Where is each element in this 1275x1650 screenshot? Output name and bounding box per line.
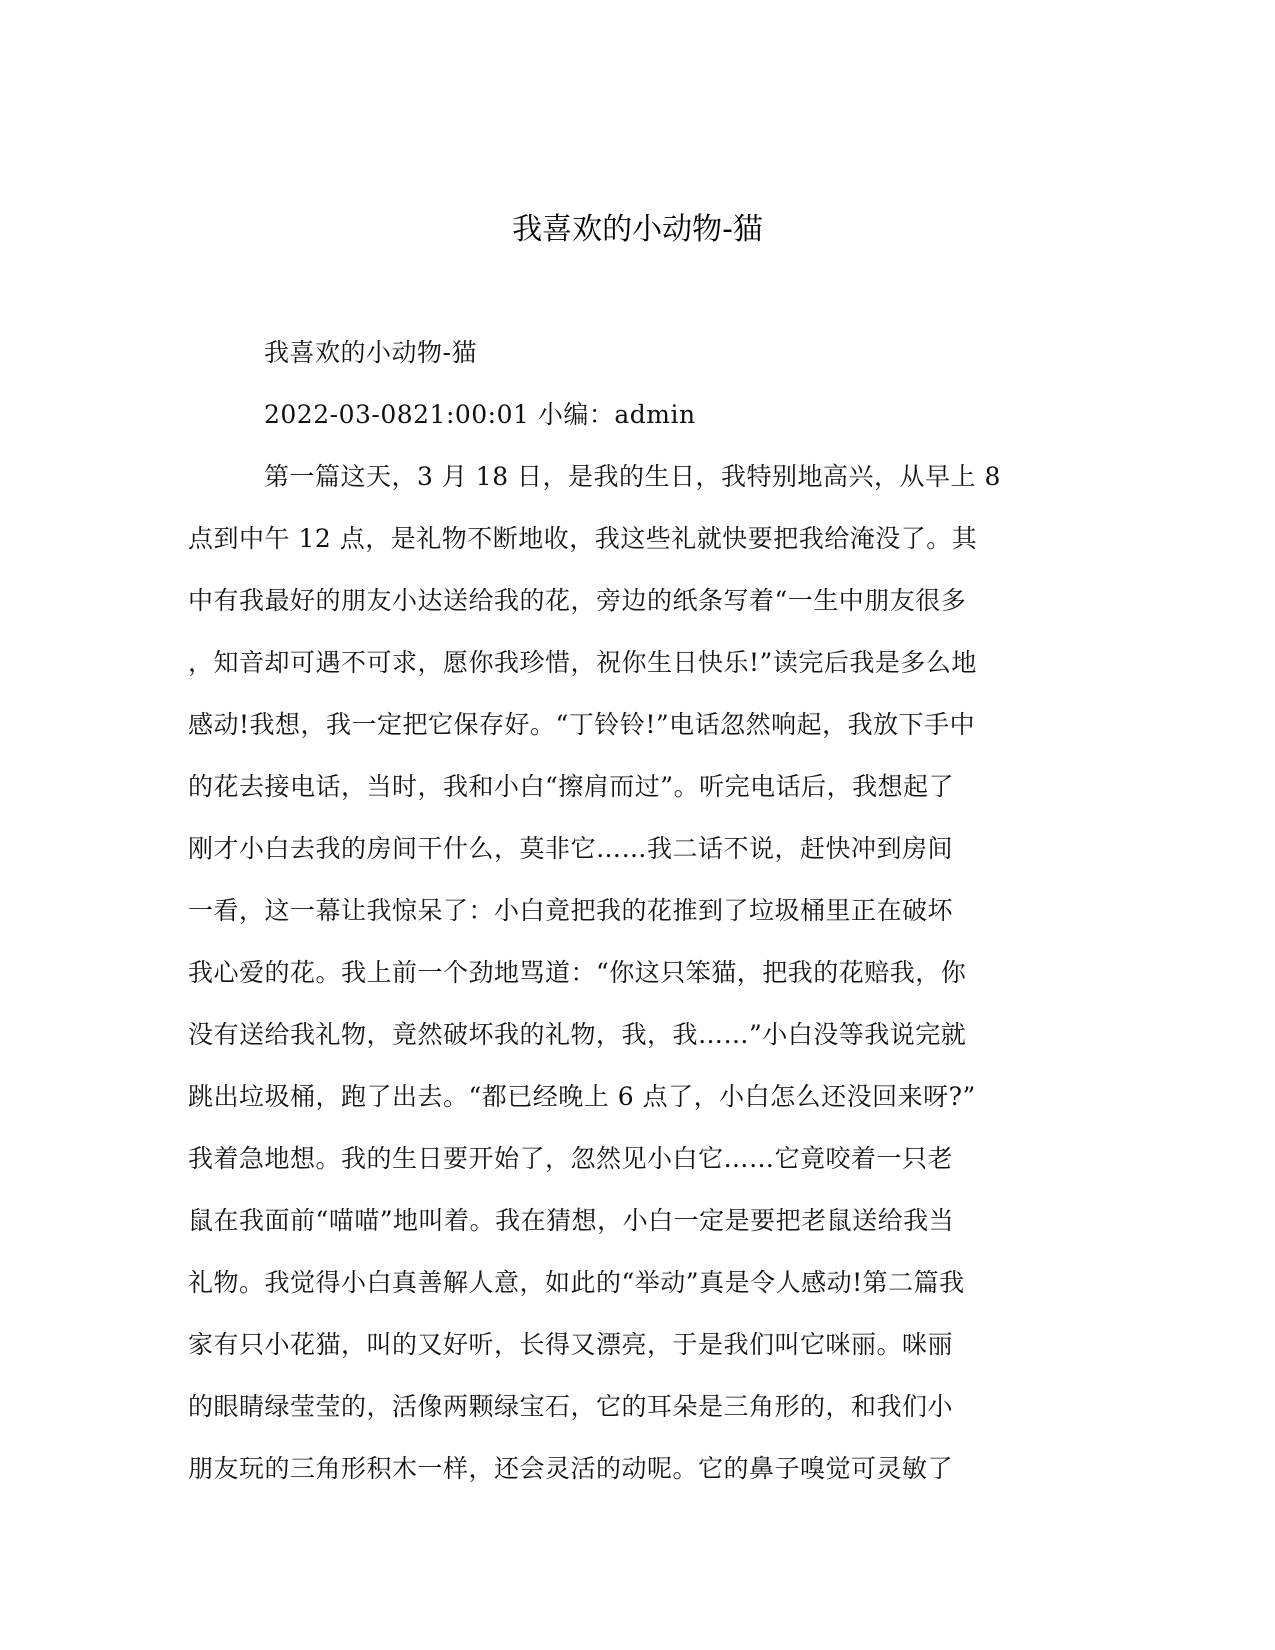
body-line: 鼠在我面前“喵喵”地叫着。我在猜想，小白一定是要把老鼠送给我当 bbox=[188, 1206, 955, 1235]
subtitle: 我喜欢的小动物-猫 bbox=[264, 338, 477, 367]
body-line: 一看，这一幕让我惊呆了：小白竟把我的花推到了垃圾桶里正在破坏 bbox=[188, 896, 954, 925]
body-line: 跳出垃圾桶，跑了出去。“都已经晚上 6 点了，小白怎么还没回来呀?” bbox=[188, 1082, 976, 1111]
body-line: 我着急地想。我的生日要开始了，忽然见小白它……它竟咬着一只老 bbox=[188, 1144, 954, 1173]
body-line: 点到中午 12 点，是礼物不断地收，我这些礼就快要把我给淹没了。其 bbox=[188, 524, 978, 553]
body-line: 的花去接电话，当时，我和小白“擦肩而过”。听完电话后，我想起了 bbox=[188, 772, 955, 801]
body-line: 的眼睛绿莹莹的，活像两颗绿宝石，它的耳朵是三角形的，和我们小 bbox=[188, 1392, 954, 1421]
document-body bbox=[188, 322, 1088, 1500]
body-line: 我心爱的花。我上前一个劲地骂道：“你这只笨猫，把我的花赔我，你 bbox=[188, 958, 967, 987]
body-line: 第一篇这天，3 月 18 日，是我的生日，我特别地高兴，从早上 8 bbox=[264, 462, 1001, 491]
body-line: 礼物。我觉得小白真善解人意，如此的“举动”真是令人感动!第二篇我 bbox=[188, 1268, 965, 1297]
body-line: 刚才小白去我的房间干什么，莫非它……我二话不说，赶快冲到房间 bbox=[188, 834, 954, 863]
meta-line: 2022-03-0821:00:01 小编：admin bbox=[264, 400, 696, 429]
body-line: 感动!我想，我一定把它保存好。“丁铃铃!”电话忽然响起，我放下手中 bbox=[188, 710, 976, 739]
body-line: 朋友玩的三角形积木一样，还会灵活的动呢。它的鼻子嗅觉可灵敏了 bbox=[188, 1454, 954, 1483]
document-title: 我喜欢的小动物-猫 bbox=[512, 212, 763, 247]
body-line: 家有只小花猫，叫的又好听，长得又漂亮，于是我们叫它咪丽。咪丽 bbox=[188, 1330, 954, 1359]
body-line: 没有送给我礼物，竟然破坏我的礼物，我，我……”小白没等我说完就 bbox=[188, 1020, 967, 1049]
body-line: ，知音却可遇不可求，愿你我珍惜，祝你生日快乐!”读完后我是多么地 bbox=[188, 648, 977, 677]
body-line: 中有我最好的朋友小达送给我的花，旁边的纸条写着“一生中朋友很多 bbox=[188, 586, 967, 615]
